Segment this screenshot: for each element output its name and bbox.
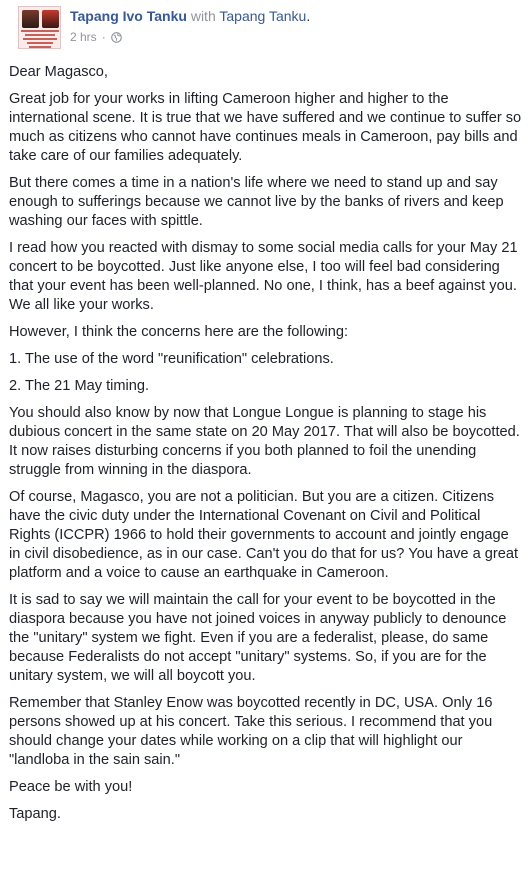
post-paragraph: 2. The 21 May timing.	[9, 378, 150, 394]
post-subline	[70, 29, 310, 45]
post-paragraph: Great job for your works in lifting Cameroon higher and higher to the international scene. It is true that we have suffered and we continue to suffer so much as citizens who cannot have continues meals in Cameroon, pay bills and take care of our families adequately.	[9, 91, 522, 164]
post-paragraph: Tapang.	[9, 806, 61, 822]
post-paragraph: You should also know by now that Longue Longue is planning to stage his dubious concert in the same state on 20 May 2017. That will also be boycotted. It now raises disturbing concerns if you both planned to foil the unending struggle from winning in the diaspora.	[9, 405, 520, 478]
post-paragraph: I read how you reacted with dismay to some social media calls for your May 21 concert to be boycotted. Just like anyone else, I too will feel bad considering that your event has been well-planned. No one, I think, has a beef against you. We all like your works.	[9, 240, 518, 313]
post-paragraph: Peace be with you!	[9, 779, 133, 795]
post-paragraph: However, I think the concerns here are the following:	[9, 324, 349, 340]
post-paragraph: Dear Magasco,	[9, 64, 108, 80]
tagged-user-link[interactable]: Tapang Tanku	[219, 8, 307, 24]
post-paragraph: It is sad to say we will maintain the call for your event to be boycotted in the diaspora because you have not joined voices in anyway publicly to denounce the "unitary" system we fight. Even if you are a federalist, please, do same because Federalists do not accept "unitary" systems. So, if you are for the unitary system, we will all boycott you.	[9, 592, 507, 684]
post-paragraph: Of course, Magasco, you are not a politician. But you are a citizen. Citizens have the civic duty under the International Covenant on Civil and Political Rights (ICCPR) 1966 to hold their governments to account and jointly engage in civil disobedience, as in our case. Can't you do that for us? You have a great platform and a voice to cause an earthquake in Cameroon.	[9, 489, 519, 581]
post-timestamp[interactable]: 2 hrs	[70, 30, 97, 44]
avatar-photo-right	[42, 10, 59, 28]
post-paragraph: Remember that Stanley Enow was boycotted recently in DC, USA. Only 16 persons showed up at his concert. Take this serious. I recommend that you should change your dates while working on a clip that will highlight our "landloba in the sain sain."	[9, 695, 493, 768]
globe-icon[interactable]	[111, 32, 122, 43]
post-meta	[70, 6, 310, 45]
post-names	[70, 6, 310, 26]
post-paragraph: 1. The use of the word "reunification" celebrations.	[9, 351, 334, 367]
avatar-caption-lines	[21, 30, 59, 48]
post-paragraph: But there comes a time in a nation's life where we need to stand up and say enough to sufferings because we cannot live by the banks of rivers and keep washing our faces with spittle.	[9, 175, 504, 229]
post-header	[9, 0, 524, 54]
post-body	[9, 63, 524, 824]
with-label: with	[190, 8, 216, 24]
author-name-link[interactable]: Tapang Ivo Tanku	[70, 8, 187, 24]
avatar-photo-left	[22, 10, 39, 28]
tagged-suffix: .	[306, 8, 311, 24]
author-avatar[interactable]	[18, 6, 61, 49]
meta-separator: ·	[101, 30, 106, 44]
